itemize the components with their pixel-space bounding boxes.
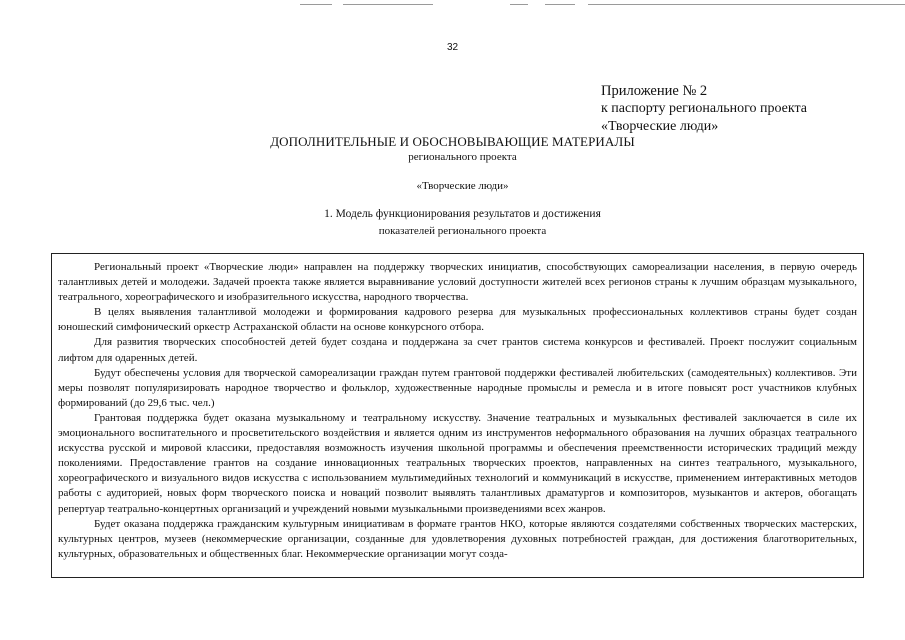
appendix-title: Приложение № 2 bbox=[601, 83, 708, 99]
paragraph-grant-support: Грантовая поддержка будет оказана музыкальному и театральному искусству. Значение театральных и музыкальных фестивалей заключается в силе их эмоционального воспитательного и просветительского воздействия и является одним из инструментов неформального образования на лучших образцах театрального искусства русской и мировой классики, предоставляя возможность изучения школьной программы и обеспечения преемственности исторических традиций между поколениями. Предоставление грантов на создание инновационных театральных творческих проектов, направленных на синтез театрального, музыкального, хореографического и визуального видов искусства с использованием мультимедийных технологий и коммуникаций в искусстве, применением интерактивных методов работы с аудиторией, новых форм творческого поиска и новаций позволит выявлять талантливых драматургов и композиторов, музыкантов и актеров, обогащать репертуар театрально-концертных организаций и учреждений новыми музыкальными произведениями всех жанров. bbox=[58, 411, 857, 515]
content-frame bbox=[51, 253, 864, 578]
paragraph-amateur-groups: Будут обеспечены условия для творческой самореализации граждан путем грантовой поддержки фестивалей любительских (самодеятельных) коллективов. Эти меры позволят популяризировать народное творчество и фольклор, художественные народные промыслы и ремесла и в итоге повысят рост участников клубных формирований (до 29,6 тыс. чел.) bbox=[58, 366, 857, 409]
scan-artifact-line bbox=[343, 4, 433, 5]
page-number: 32 bbox=[446, 42, 459, 53]
scan-artifact-line bbox=[588, 4, 905, 5]
paragraph-orchestra: В целях выявления талантливой молодежи и формирования кадрового резерва для музыкальных профессиональных коллективов страны будет создан юношеский симфонический оркестр Астраханской области на основе конкурсного отбора. bbox=[58, 306, 857, 334]
scan-artifact-line bbox=[510, 4, 528, 5]
document-title: ДОПОЛНИТЕЛЬНЫЕ И ОБОСНОВЫВАЮЩИЕ МАТЕРИАЛЫ bbox=[270, 134, 635, 149]
scan-artifact-line bbox=[545, 4, 575, 5]
paragraph-contests: Для развития творческих способностей детей будет создана и поддержана за счет грантов система конкурсов и фестивалей. Проект послужит социальным лифтом для одаренных детей. bbox=[58, 336, 857, 364]
scan-artifact-line bbox=[300, 4, 332, 5]
paragraph-nko: Будет оказана поддержка гражданским культурным инициативам в формате грантов НКО, которые являются создателями собственных творческих мастерских, культурных центров, музеев (некоммерческие организации, созданные для удовлетворения духовных потребностей граждан, для достижения благотворительных, культурных, образовательных и общественных благ. Некоммерческие организации могут созда- bbox=[58, 517, 857, 560]
appendix-block bbox=[601, 82, 807, 136]
appendix-project-name: «Творческие люди» bbox=[601, 119, 719, 134]
document-subtitle: регионального проекта bbox=[408, 151, 517, 163]
paragraph-intro: Региональный проект «Творческие люди» направлен на поддержку творческих инициатив, способствующих самореализации населения, в первую очередь талантливых детей и молодежи. Задачей проекта также является выравнивание условий доступности жителей всех регионов страны к лучшим образцам музыкального, театрального, хореографического и изобразительного искусства, народного творчества. bbox=[58, 261, 857, 304]
section-title-line2: показателей регионального проекта bbox=[378, 225, 547, 237]
project-name: «Творческие люди» bbox=[416, 180, 509, 192]
appendix-reference: к паспорту регионального проекта bbox=[601, 101, 807, 116]
section-title-line1: 1. Модель функционирования результатов и достижения bbox=[324, 208, 601, 220]
